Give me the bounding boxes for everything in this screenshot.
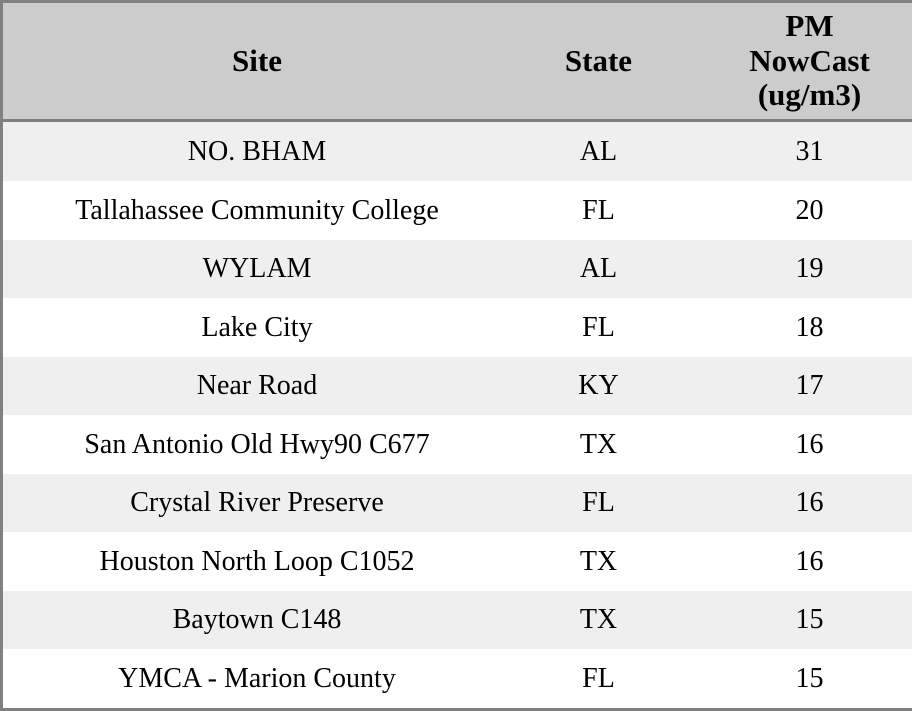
table-row (3, 474, 912, 533)
cell-state: TX (511, 591, 686, 650)
cell-site: Houston North Loop C1052 (3, 532, 511, 591)
table-row (3, 591, 912, 650)
cell-pm-nowcast: 31 (686, 121, 912, 182)
cell-site: Lake City (3, 298, 511, 357)
table-header (3, 3, 912, 121)
cell-pm-nowcast: 16 (686, 415, 912, 474)
table-row (3, 298, 912, 357)
table-row (3, 357, 912, 416)
cell-site: WYLAM (3, 240, 511, 299)
cell-pm-nowcast: 17 (686, 357, 912, 416)
cell-state: FL (511, 649, 686, 708)
cell-state: AL (511, 240, 686, 299)
table-row (3, 181, 912, 240)
cell-site: Crystal River Preserve (3, 474, 511, 533)
column-header-pm-nowcast-line2: NowCast (749, 42, 870, 78)
table-row (3, 240, 912, 299)
cell-state: KY (511, 357, 686, 416)
cell-site: YMCA - Marion County (3, 649, 511, 708)
cell-pm-nowcast: 18 (686, 298, 912, 357)
column-header-state: State (511, 3, 686, 121)
cell-state: AL (511, 121, 686, 182)
column-header-pm-nowcast-line3: (ug/m3) (757, 77, 862, 113)
column-header-pm-nowcast-line1: PM (785, 8, 834, 43)
table-body (3, 121, 912, 708)
cell-state: TX (511, 415, 686, 474)
cell-state: FL (511, 298, 686, 357)
column-header-site: Site (3, 3, 511, 121)
cell-pm-nowcast: 16 (686, 474, 912, 533)
column-header-pm-nowcast (686, 3, 912, 121)
cell-pm-nowcast: 19 (686, 240, 912, 299)
table-header-row (3, 3, 912, 121)
cell-site: Baytown C148 (3, 591, 511, 650)
table-row (3, 532, 912, 591)
cell-pm-nowcast: 16 (686, 532, 912, 591)
table-row (3, 649, 912, 708)
pm-nowcast-table (3, 3, 912, 708)
table-row (3, 415, 912, 474)
cell-site: Near Road (3, 357, 511, 416)
cell-state: FL (511, 474, 686, 533)
cell-pm-nowcast: 20 (686, 181, 912, 240)
cell-site: San Antonio Old Hwy90 C677 (3, 415, 511, 474)
cell-state: FL (511, 181, 686, 240)
cell-pm-nowcast: 15 (686, 591, 912, 650)
cell-state: TX (511, 532, 686, 591)
cell-site: Tallahassee Community College (3, 181, 511, 240)
table-row (3, 121, 912, 182)
cell-pm-nowcast: 15 (686, 649, 912, 708)
cell-site: NO. BHAM (3, 121, 511, 182)
